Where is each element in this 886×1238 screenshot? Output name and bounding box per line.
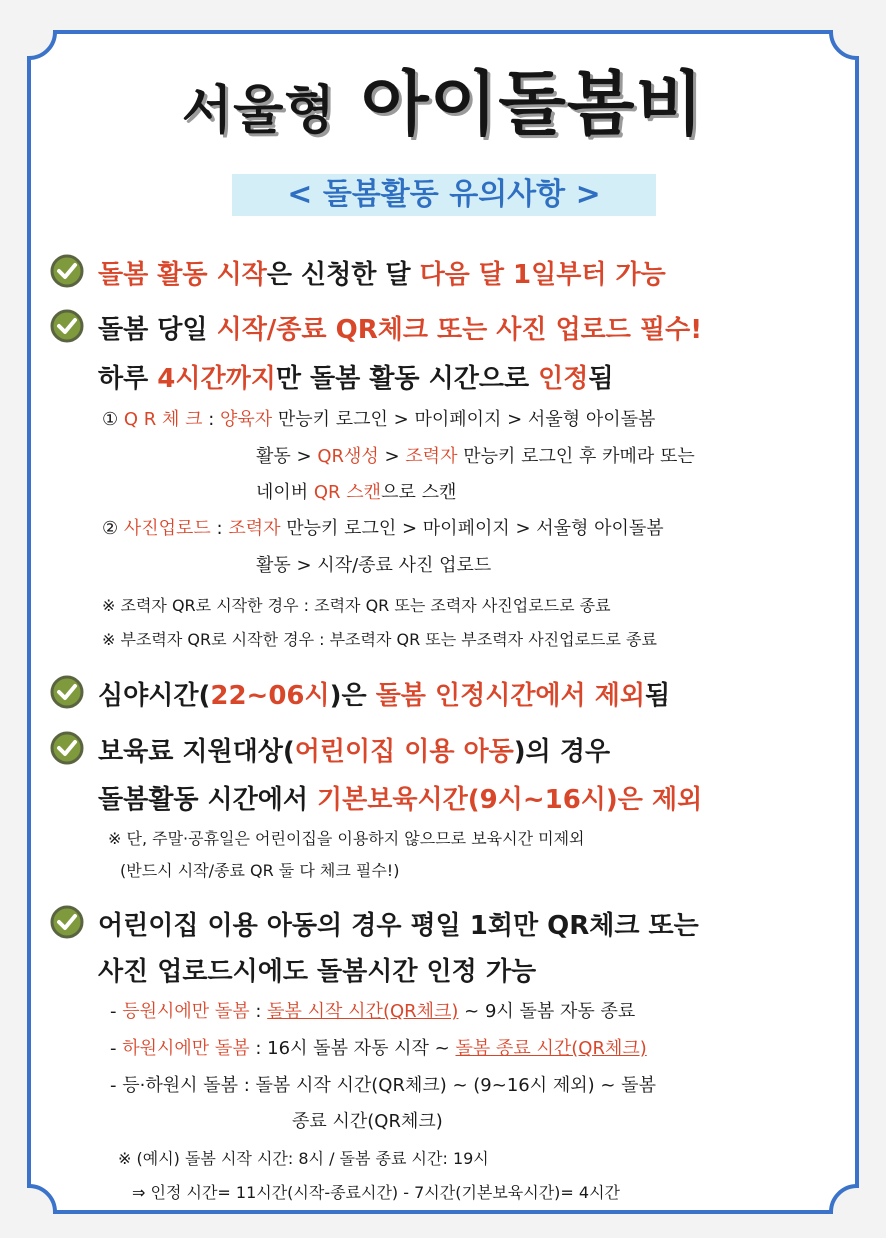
item5-line1: 어린이집 이용 아동의 경우 평일 1회만 QR체크 또는 (98, 911, 699, 941)
check-circle-icon (50, 254, 84, 288)
check-circle-icon (50, 309, 84, 343)
example-line1: ※ (예시) 돌봄 시작 시간: 8시 / 돌봄 종료 시간: 19시 (118, 1149, 489, 1168)
item4-line2: 돌봄활동 시간에서 기본보육시간(9시~16시)은 제외 (98, 785, 703, 815)
item2-line2: 하루 4시간까지만 돌봄 활동 시간으로 인정됨 (98, 364, 614, 394)
photo-upload-line2: 활동 > 시작/종료 사진 업로드 (256, 555, 492, 576)
item5-bullet3: - 등·하원시 돌봄 : 돌봄 시작 시간(QR체크) ~ (9~16시 제외) ~ 돌봄 (110, 1075, 656, 1096)
item5-bullet3-cont: 종료 시간(QR체크) (292, 1111, 443, 1132)
qr-check-line3: 네이버 QR 스캔으로 스캔 (256, 482, 457, 503)
item2-line1: 돌봄 당일 시작/종료 QR체크 또는 사진 업로드 필수! (98, 315, 703, 345)
item5-line2: 사진 업로드시에도 돌봄시간 인정 가능 (98, 957, 537, 987)
item4-note1: ※ 단, 주말·공휴일은 어린이집을 이용하지 않으므로 보육시간 미제외 (108, 829, 585, 848)
example-line2: ⇒ 인정 시간= 11시간(시작-종료시간) - 7시간(기본보육시간)= 4시간 (132, 1183, 621, 1202)
item5-bullet1: - 등원시에만 돌봄 : 돌봄 시작 시간(QR체크) ~ 9시 돌봄 자동 종료 (110, 1001, 636, 1022)
item1-text: 돌봄 활동 시작은 신청한 달 다음 달 1일부터 가능 (98, 260, 666, 290)
qr-check-line2: 활동 > QR생성 > 조력자 만능키 로그인 후 카메라 또는 (256, 446, 695, 467)
check-circle-icon (50, 905, 84, 939)
item4-line1: 보육료 지원대상(어린이집 이용 아동)의 경우 (98, 737, 611, 767)
qr-check-line1: ① Q R 체 크 : 양육자 만능키 로그인 > 마이페이지 > 서울형 아이돌봄 (102, 409, 656, 430)
item3-text: 심야시간(22~06시)은 돌봄 인정시간에서 제외됨 (98, 681, 671, 711)
check-circle-icon (50, 731, 84, 765)
note-sub-helper: ※ 부조력자 QR로 시작한 경우 : 부조력자 QR 또는 부조력자 사진업로드로 종료 (102, 630, 657, 649)
subtitle-banner: < 돌봄활동 유의사항 > (232, 174, 656, 216)
note-helper: ※ 조력자 QR로 시작한 경우 : 조력자 QR 또는 조력자 사진업로드로 종료 (102, 596, 611, 615)
photo-upload-line1: ② 사진업로드 : 조력자 만능키 로그인 > 마이페이지 > 서울형 아이돌봄 (102, 518, 664, 539)
check-circle-icon (50, 675, 84, 709)
item5-bullet2: - 하원시에만 돌봄 : 16시 돌봄 자동 시작 ~ 돌봄 종료 시간(QR체크) (110, 1038, 647, 1059)
page-title: 서울형 아이돌봄비 (181, 63, 705, 145)
item4-note2: (반드시 시작/종료 QR 둘 다 체크 필수!) (120, 861, 400, 880)
